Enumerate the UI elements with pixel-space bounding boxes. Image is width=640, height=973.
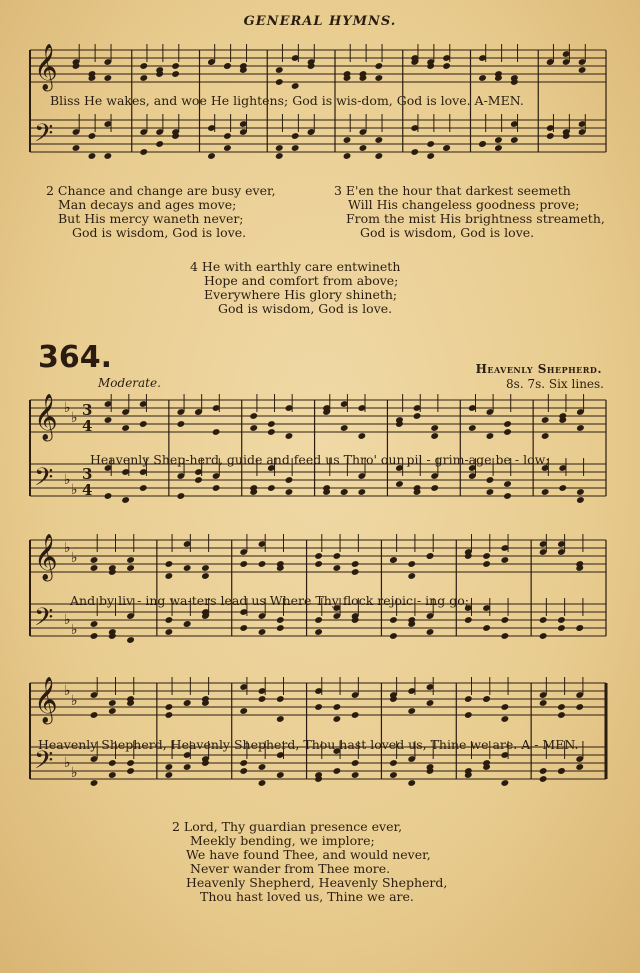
svg-text:𝄢: 𝄢 (34, 463, 54, 498)
svg-text:3: 3 (82, 401, 93, 419)
verse-line: We have found Thee, and would never, (186, 847, 431, 862)
svg-text:3: 3 (82, 465, 93, 483)
tempo-marking: Moderate. (98, 376, 161, 390)
verse-line: 2 Chance and change are busy ever, (46, 183, 276, 198)
verse-line: 2 Lord, Thy guardian presence ever, (172, 819, 403, 834)
verse-line: Meekly bending, we implore; (190, 833, 375, 848)
svg-text:♭: ♭ (64, 683, 71, 699)
svg-text:♭: ♭ (71, 765, 78, 781)
svg-text:♭: ♭ (64, 472, 71, 488)
tune-name: Heavenly Shepherd. (475, 362, 602, 376)
svg-text:𝄞: 𝄞 (34, 44, 58, 90)
verse-line: Thou hast loved us, Thine we are. (200, 889, 414, 904)
verse-2-prev (46, 184, 276, 240)
lyric-line-prev: Bliss He wakes, and woe He lightens; God is wis-dom, God is love. A-MEN. (50, 93, 524, 108)
svg-text:♭: ♭ (71, 410, 78, 426)
svg-text:4: 4 (82, 481, 93, 499)
verse-line: From the mist His brightness streameth, (346, 211, 605, 226)
verse-line: God is wisdom, God is love. (72, 225, 247, 240)
lyric-line-3: Heavenly Shepherd, Heavenly Shepherd, Thou hast loved us, Thine we are. A - MEN. (38, 737, 579, 752)
svg-text:♭: ♭ (71, 482, 78, 498)
verse-line: Never wander from Thee more. (190, 861, 391, 876)
verse-line: But His mercy waneth never; (58, 211, 244, 226)
page-header: GENERAL HYMNS. (243, 14, 397, 29)
svg-text:4: 4 (82, 417, 93, 435)
verse-line: Hope and comfort from above; (204, 273, 399, 288)
hymn-number: 364. (38, 340, 113, 375)
verse-line: Will His changeless goodness prove; (348, 197, 580, 212)
verse-3-prev (334, 184, 605, 240)
svg-text:♭: ♭ (71, 550, 78, 566)
verse-line: Man decays and ages move; (58, 197, 237, 212)
svg-text:♭: ♭ (71, 622, 78, 638)
svg-text:♭: ♭ (64, 612, 71, 628)
lyric-line-2: And by liv - ing wa-ters lead us Where Thy flock rejoic - ing go; (70, 593, 469, 608)
meter: 8s. 7s. Six lines. (506, 377, 604, 391)
verse-line: God is wisdom, God is love. (360, 225, 535, 240)
verse-4-prev (190, 260, 400, 316)
svg-text:𝄢: 𝄢 (34, 603, 54, 638)
verse-2 (172, 820, 447, 904)
verse-line: 3 E'en the hour that darkest seemeth (334, 183, 571, 198)
lyric-line-1: Heavenly Shep-herd, guide and feed us Thro' our pil - grim-age be - low; (90, 452, 550, 467)
verse-line: God is wisdom, God is love. (218, 301, 393, 316)
verse-line: 4 He with earthly care entwineth (190, 259, 401, 274)
svg-text:𝄞: 𝄞 (34, 534, 58, 580)
svg-text:𝄢: 𝄢 (34, 746, 54, 781)
svg-text:♭: ♭ (71, 693, 78, 709)
svg-text:♭: ♭ (64, 400, 71, 416)
svg-text:𝄞: 𝄞 (34, 394, 58, 440)
svg-text:♭: ♭ (64, 540, 71, 556)
verse-line: Everywhere His glory shineth; (204, 287, 398, 302)
svg-text:𝄞: 𝄞 (34, 677, 58, 723)
svg-text:♭: ♭ (64, 755, 71, 771)
verse-line: Heavenly Shepherd, Heavenly Shepherd, (186, 875, 448, 890)
svg-text:𝄢: 𝄢 (34, 119, 54, 154)
